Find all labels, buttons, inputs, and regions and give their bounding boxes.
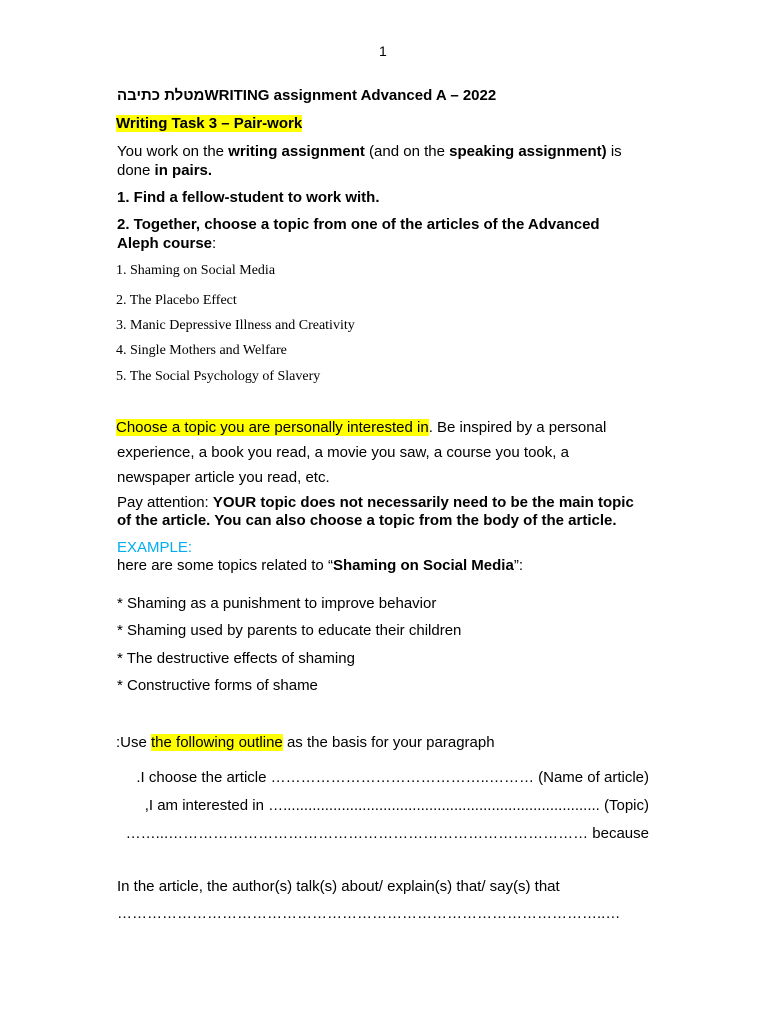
topic-item: * Shaming as a punishment to improve behavior xyxy=(117,595,437,612)
outline-text: :Use xyxy=(116,734,152,751)
outline-line-topic: ,I am interested in …............................................................................ (Topic) xyxy=(144,797,649,814)
dotted-line: ……………………………………………………………………………………..… xyxy=(117,905,621,922)
choose-line-3: newspaper article you read, etc. xyxy=(117,469,330,486)
choose-line-1 xyxy=(116,419,606,436)
topic-item: * Shaming used by parents to educate their children xyxy=(117,622,462,639)
hebrew-title: מטלת כתיבה xyxy=(117,87,205,104)
choose-highlight: Choose a topic you are personally interested in xyxy=(116,419,429,436)
attention-line-2: of the article. You can also choose a topic from the body of the article. xyxy=(117,512,617,529)
intro-bold-speaking: speaking assignment) xyxy=(449,143,607,160)
example-label: EXAMPLE: xyxy=(117,539,193,556)
intro-text: is xyxy=(606,143,622,160)
intro-line-2 xyxy=(117,162,212,179)
example-text: ”: xyxy=(513,557,523,574)
article-item: 5. The Social Psychology of Slavery xyxy=(116,369,321,384)
topic-item: * The destructive effects of shaming xyxy=(117,650,355,667)
article-item: 2. The Placebo Effect xyxy=(116,293,237,308)
document-heading xyxy=(117,87,496,104)
attention-line-1 xyxy=(117,494,634,511)
attention-bold: YOUR topic does not necessarily need to be the main topic xyxy=(212,494,634,511)
colon: : xyxy=(212,235,217,252)
task-title-text: Writing Task 3 – Pair-work xyxy=(116,115,303,132)
article-item: 1. Shaming on Social Media xyxy=(116,263,276,278)
outline-line-article: .I choose the article ……………………………………..……… (Name of article) xyxy=(136,769,649,786)
topic-item: * Constructive forms of shame xyxy=(117,677,318,694)
choose-text: . Be inspired by a personal xyxy=(428,419,607,436)
intro-text: (and on the xyxy=(364,143,450,160)
outline-intro xyxy=(116,734,495,751)
intro-bold-writing: writing assignment xyxy=(228,143,365,160)
page-number: 1 xyxy=(379,43,387,59)
course-name: Aleph course xyxy=(117,235,213,252)
step-1: 1. Find a fellow-student to work with. xyxy=(117,189,380,206)
step-2-line-1: 2. Together, choose a topic from one of the articles of the Advanced xyxy=(117,216,600,233)
step-2-line-2 xyxy=(117,235,216,252)
example-line xyxy=(117,557,523,574)
article-item: 4. Single Mothers and Welfare xyxy=(116,343,287,358)
outline-line-because: ……...………………………………………………………………………… because xyxy=(125,825,649,842)
intro-line-1 xyxy=(117,143,622,160)
outline-text: as the basis for your paragraph xyxy=(282,734,495,751)
attention-prefix: Pay attention: xyxy=(117,494,213,511)
example-text: here are some topics related to “ xyxy=(117,557,333,574)
choose-line-2: experience, a book you read, a movie you saw, a course you took, a xyxy=(117,444,569,461)
outline-highlight: the following outline xyxy=(151,734,283,751)
article-line: In the article, the author(s) talk(s) about/ explain(s) that/ say(s) that xyxy=(117,878,560,895)
heading-title: WRITING assignment Advanced A – 2022 xyxy=(204,87,497,104)
article-item: 3. Manic Depressive Illness and Creativity xyxy=(116,318,355,333)
task-title xyxy=(116,115,302,132)
intro-bold-pairs: in pairs. xyxy=(154,162,213,179)
example-topic: Shaming on Social Media xyxy=(332,557,514,574)
intro-text: done xyxy=(117,162,155,179)
intro-text: You work on the xyxy=(117,143,229,160)
